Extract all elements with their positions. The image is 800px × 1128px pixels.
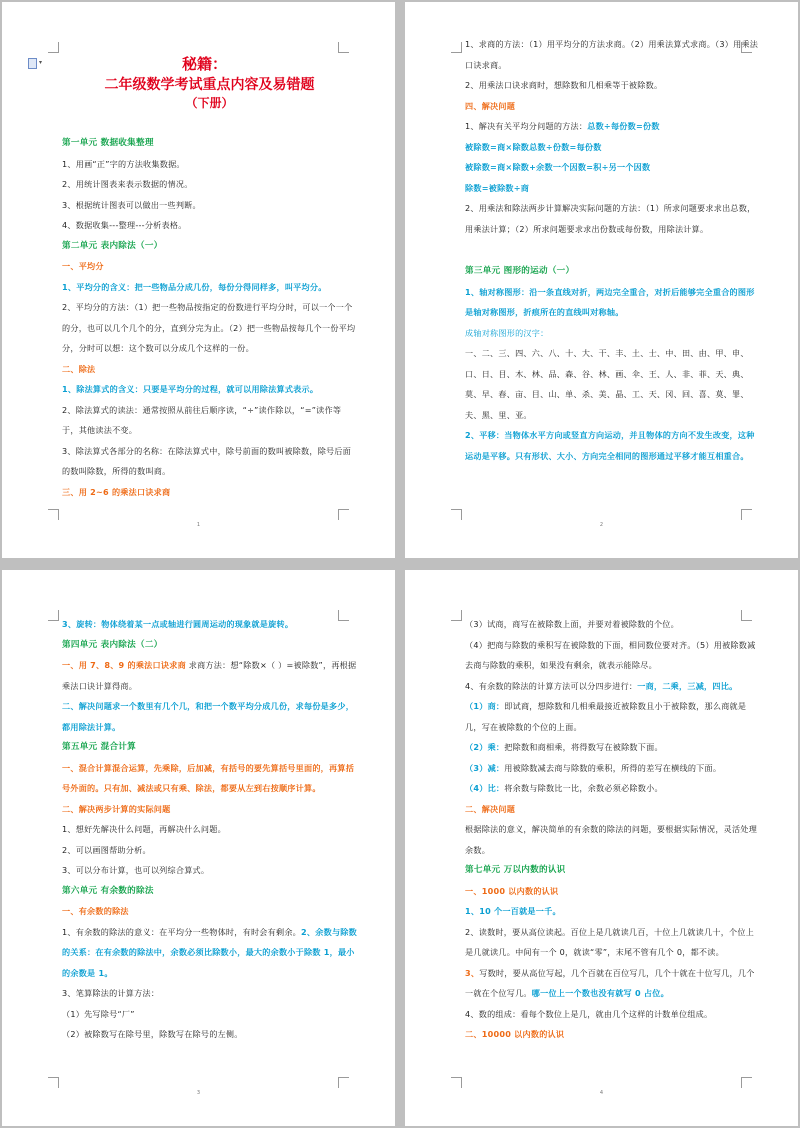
text-line [465,778,760,799]
page-4 [405,570,798,1126]
text-paragraph: 2、除法算式的读法：通常按照从前往后顺序读，“÷”读作除以，“=”读作等于，其他读法不变。 [62,404,342,435]
section-heading: 二、解决问题 [465,803,516,814]
page-number: 1 [196,522,201,528]
text-paragraph: 3、除法算式各部分的名称：在除法算式中，除号前面的数叫被除数，除号后面的数叫除数，所得的数叫商。 [62,445,352,476]
text-line: 3、可以分布计算，也可以列综合算式。 [62,865,210,875]
section-heading: 一、有余数的除法 [62,906,129,916]
character-list: 一、二、三、四、六、八、十、大、干、丰、土、士、中、田、由、甲、申、口、日、目、木、林、品、森、谷、林、画、伞、王、人、非、菲、天、典、莫、早、春、亩、目、山、单、杀、美、晶、工、天、冈、回、喜、莫、罪、夫、黑、里、亚。 [465,348,749,420]
crop-mark [338,610,349,621]
definition-line: 混合运算，先乘除，后加减，有括号的要先算括号里面的，再算括号外面的。只有加、减法或只有乘、除法，都要从左到右按顺序计算。 [62,762,355,793]
definition-line: 1、平均分的含义：把一些物品分成几份，每份分得同样多，叫平均分。 [62,281,327,292]
definition-line: 1、轴对称图形：沿一条直线对折，两边完全重合，对折后能够完全重合的图形是轴对称图形，折痕所在的直线叫对称轴。 [465,286,755,317]
steps-mnemonic: 一商，二乘，三减，四比。 [637,680,738,691]
formula: 总数÷每份数=份数 [587,121,660,131]
crop-mark [338,509,349,520]
page-number: 2 [599,522,604,528]
formula: 除数=被除数÷商 [465,182,530,193]
text-line: 3、根据统计图表可以做出一些判断。 [62,199,201,210]
text-paragraph [62,922,357,984]
text-paragraph: 2、用乘法和除法两步计算解决实际问题的方法：（1）所求问题要求求出总数，用乘法计算；（2）所求问题要求求出份数或每份数，用除法计算。 [465,203,756,234]
step-label: （2）乘： [465,742,505,752]
text-line-lead: 3、 [465,967,480,978]
page-1 [2,2,395,558]
page-2 [405,2,798,558]
section-heading: 二、除法 [62,363,96,374]
doc-title-line3: （下册） [185,96,234,110]
section-heading: 二、解决两步计算的实际问题 [62,803,171,814]
text-line: 2、可以画图帮助分析。 [62,844,151,855]
definition-line: 2、余数与除数的关系：在有余数的除法中，余数必须比除数小，最大的余数小于除数 1，最小的余数是 1。 [62,926,357,978]
text-line: 2、用乘法口诀求商时，想除数和几相乘等于被除数。 [465,80,663,90]
chevron-down-icon[interactable]: ▾ [39,59,43,66]
unit-heading-7: 第七单元 万以内数的认识 [465,865,566,875]
page-number: 3 [196,1090,201,1096]
definition-line: 3、旋转：物体绕着某一点或轴进行圆周运动的现象就是旋转。 [62,619,294,629]
text-line-rest: 写数时，要从高位写起，几个百就在百位写几，几个十就在十位写几，几个一就在个位写几。 [465,967,755,998]
step-text: 将余数与除数比一比，余数必须必除数小。 [504,783,663,793]
text-paragraph: 2、读数时，要从高位读起。百位上是几就读几百，十位上几就读几十，个位上是几就读几。中间有一个 0，就读“零”，末尾不管有几个 0，都不读。 [465,926,755,957]
definition-line: 二、解决问题求一个数里有几个几，和把一个数平均分成几份，求每份是多少，都用除法计算。 [62,701,355,732]
crop-mark [451,42,462,53]
crop-mark [451,1077,462,1088]
text-line: （3）试商，商写在被除数上面，并要对着被除数的个位。 [465,619,679,629]
unit-heading-6: 第六单元 有余数的除法 [62,885,154,896]
text-line: 2、用统计图表来表示数据的情况。 [62,179,193,189]
text-paragraph: 2、平均分的方法：（1）把一些物品按指定的份数进行平均分时，可以一个一个的分，也可以几个几个的分，直到分完为止。（2）把一些物品按每几个一份平均分，分时可以想：这个数可以分成几个这样的一份。 [62,302,356,353]
crop-mark [741,1077,752,1088]
text-line: 1、想好先解决什么问题，再解决什么问题。 [62,824,226,834]
text-line: 4、数的组成：看每个数位上是几，就由几个这样的计数单位组成。 [465,1008,713,1019]
text-line [465,737,760,758]
text-line [465,116,760,137]
text-paragraph [62,655,357,696]
section-heading: 二、10000 以内数的认识 [465,1029,565,1039]
text-line: 3、笔算除法的计算方法： [62,988,160,998]
crop-mark [48,610,59,621]
text-line-rest: 求商方法：想“除数×（ ）=被除数”，再根据乘法口诀计算得商。 [62,660,357,691]
crop-mark [741,509,752,520]
text-paragraph [465,696,760,737]
step-text: 即试商，想除数和几相乘最接近被除数且小于被除数，那么商就是几，写在被除数的个位的上面。 [465,701,747,732]
text-line: 1、用画“正”字的方法收集数据。 [62,158,185,169]
page-3 [2,570,395,1126]
crop-mark [451,610,462,621]
step-label: （1）商： [465,701,505,711]
step-text: 把除数和商相乘，将得数写在被除数下面。 [504,742,663,752]
section-heading: 一、混合计算 [62,762,113,773]
text-paragraph [62,758,357,799]
page-number: 4 [599,1090,604,1096]
document-icon[interactable] [28,58,37,69]
text-paragraph: 根据除法的意义，解决简单的有余数的除法的问题，要根据实际情况，灵活处理余数。 [465,824,758,855]
crop-mark [48,42,59,53]
text-line: （1）先写除号“厂” [62,1008,135,1019]
step-text: 用被除数减去商与除数的乘积，所得的差写在横线的下面。 [504,762,722,773]
section-heading: 一、用 7、8、9 的乘法口诀求商 [62,660,186,670]
crop-mark [338,42,349,53]
text-line-lead: 4、有余数的除法的计算方法可以分四步进行： [465,680,638,691]
unit-heading-2: 第二单元 表内除法（一） [62,240,163,251]
unit-heading-5: 第五单元 混合计算 [62,742,136,752]
subheading: 成轴对称图形的汉字： [465,327,549,338]
text-line [465,758,760,779]
definition-line: 1、除法算式的含义：只要是平均分的过程，就可以用除法算式表示。 [62,384,319,394]
unit-heading-3: 第三单元 图形的运动（一） [465,266,575,276]
unit-heading-1: 第一单元 数据收集整理 [62,138,154,148]
text-line: 4、数据收集---整理---分析表格。 [62,220,187,230]
text-line: （2）被除数写在除号里，除数写在除号的左侧。 [62,1029,243,1039]
step-label: （4）比： [465,783,505,793]
text-line-lead: 1、有余数的除法的意义：在平均分一些物体时，有时会有剩余。 [62,926,302,937]
unit-heading-4: 第四单元 表内除法（二） [62,639,163,650]
step-label: （3）减： [465,762,505,773]
definition-line: 2、平移：当物体水平方向或竖直方向运动，并且物体的方向不发生改变，这种运动是平移。只有形状、大小、方向完全相同的图形通过平移才能互相重合。 [465,430,755,461]
section-heading: 四、解决问题 [465,100,516,111]
crop-mark [338,1077,349,1088]
section-heading: 一、1000 以内数的认识 [465,885,559,896]
doc-title-line2: 二年级数学考试重点内容及易错题 [104,77,315,93]
crop-mark [741,42,752,53]
formula: 被除数=商×除数总数÷份数=每份数 [465,141,602,152]
doc-title-line1: 秘籍： [181,55,227,73]
section-heading: 一、平均分 [62,261,104,271]
text-paragraph [465,963,760,1004]
section-heading: 三、用 2~6 的乘法口诀求商 [62,486,171,497]
crop-mark [48,509,59,520]
text-paragraph: （4）把商与除数的乘积写在被除数的下面，相同数位要对齐。（5）用被除数减去商与除数的乘积，如果没有剩余，就表示能除尽。 [465,639,756,670]
crop-mark [48,1077,59,1088]
text-line-lead: 1、解决有关平均分问题的方法： [465,121,588,131]
text-paragraph: 1、求商的方法：（1）用平均分的方法求商。（2）用乘法算式求商。（3）用乘法口诀求商。 [465,39,759,70]
crop-mark [451,509,462,520]
crop-mark [741,610,752,621]
formula: 被除数=商×除数+余数一个因数=积÷另一个因数 [465,162,651,172]
definition-line: 哪一位上一个数也没有就写 0 占位。 [531,988,669,998]
definition-line: 1、10 个一百就是一千。 [465,906,561,916]
text-line [465,676,760,697]
